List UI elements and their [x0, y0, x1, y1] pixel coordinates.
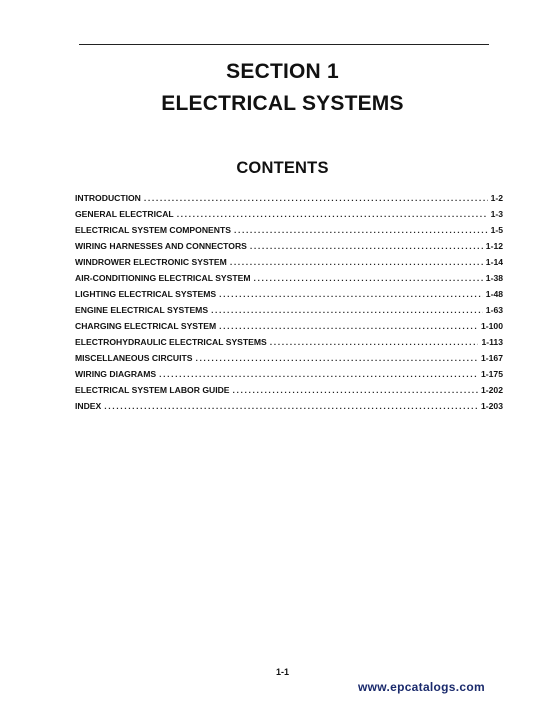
toc-entry-label: MISCELLANEOUS CIRCUITS	[75, 353, 193, 363]
toc-entry[interactable]	[75, 254, 503, 270]
toc-entry[interactable]	[75, 270, 503, 286]
toc-entry-label: LIGHTING ELECTRICAL SYSTEMS	[75, 289, 217, 299]
toc-dot-leader	[144, 190, 488, 206]
toc-entry-page: 1-63	[485, 305, 503, 315]
toc-entry-label: ELECTRICAL SYSTEM COMPONENTS	[75, 225, 231, 235]
section-subtitle: ELECTRICAL SYSTEMS	[161, 92, 404, 115]
toc-entry-label: ELECTROHYDRAULIC ELECTRICAL SYSTEMS	[75, 337, 267, 347]
table-of-contents	[75, 190, 503, 414]
toc-entry-page: 1-12	[485, 241, 503, 251]
toc-entry-page: 1-2	[490, 193, 503, 203]
toc-entry[interactable]	[75, 238, 503, 254]
toc-entry-page: 1-5	[490, 225, 503, 235]
toc-entry[interactable]	[75, 334, 503, 350]
toc-entry-label: WINDROWER ELECTRONIC SYSTEM	[75, 257, 227, 267]
toc-dot-leader	[230, 254, 483, 270]
section-title: SECTION 1	[226, 60, 339, 83]
toc-entry[interactable]	[75, 398, 503, 414]
page-number: 1-1	[275, 667, 289, 677]
toc-entry-page: 1-175	[481, 369, 503, 379]
toc-dot-leader	[219, 318, 478, 334]
toc-entry-page: 1-100	[481, 321, 503, 331]
toc-entry[interactable]	[75, 302, 503, 318]
toc-entry-label: WIRING HARNESSES AND CONNECTORS	[75, 241, 247, 251]
toc-dot-leader	[195, 350, 478, 366]
toc-entry-page: 1-38	[485, 273, 503, 283]
toc-dot-leader	[104, 398, 478, 414]
toc-dot-leader	[159, 366, 478, 382]
toc-entry-label: INDEX	[75, 401, 102, 411]
toc-dot-leader	[211, 302, 483, 318]
watermark-link[interactable]: www.epcatalogs.com	[358, 680, 485, 694]
toc-entry[interactable]	[75, 350, 503, 366]
toc-entry-label: INTRODUCTION	[75, 193, 141, 203]
toc-entry[interactable]	[75, 222, 503, 238]
toc-entry-page: 1-202	[481, 385, 503, 395]
toc-dot-leader	[234, 222, 488, 238]
toc-dot-leader	[177, 206, 488, 222]
toc-entry-page: 1-167	[481, 353, 503, 363]
contents-heading: CONTENTS	[236, 159, 329, 177]
toc-entry[interactable]	[75, 206, 503, 222]
toc-entry-label: WIRING DIAGRAMS	[75, 369, 157, 379]
toc-entry-label: AIR-CONDITIONING ELECTRICAL SYSTEM	[75, 273, 251, 283]
toc-entry[interactable]	[75, 382, 503, 398]
toc-dot-leader	[254, 270, 483, 286]
toc-dot-leader	[233, 382, 478, 398]
toc-entry-page: 1-113	[481, 337, 503, 347]
toc-entry-page: 1-3	[490, 209, 503, 219]
toc-entry-label: GENERAL ELECTRICAL	[75, 209, 174, 219]
toc-dot-leader	[219, 286, 483, 302]
toc-entry[interactable]	[75, 190, 503, 206]
toc-entry[interactable]	[75, 286, 503, 302]
toc-entry-label: ELECTRICAL SYSTEM LABOR GUIDE	[75, 385, 230, 395]
toc-dot-leader	[250, 238, 483, 254]
top-divider	[79, 44, 489, 45]
toc-dot-leader	[270, 334, 479, 350]
toc-entry-label: CHARGING ELECTRICAL SYSTEM	[75, 321, 217, 331]
toc-entry-page: 1-14	[485, 257, 503, 267]
toc-entry[interactable]	[75, 366, 503, 382]
toc-entry-page: 1-203	[481, 401, 503, 411]
toc-entry[interactable]	[75, 318, 503, 334]
toc-entry-page: 1-48	[485, 289, 503, 299]
toc-entry-label: ENGINE ELECTRICAL SYSTEMS	[75, 305, 209, 315]
